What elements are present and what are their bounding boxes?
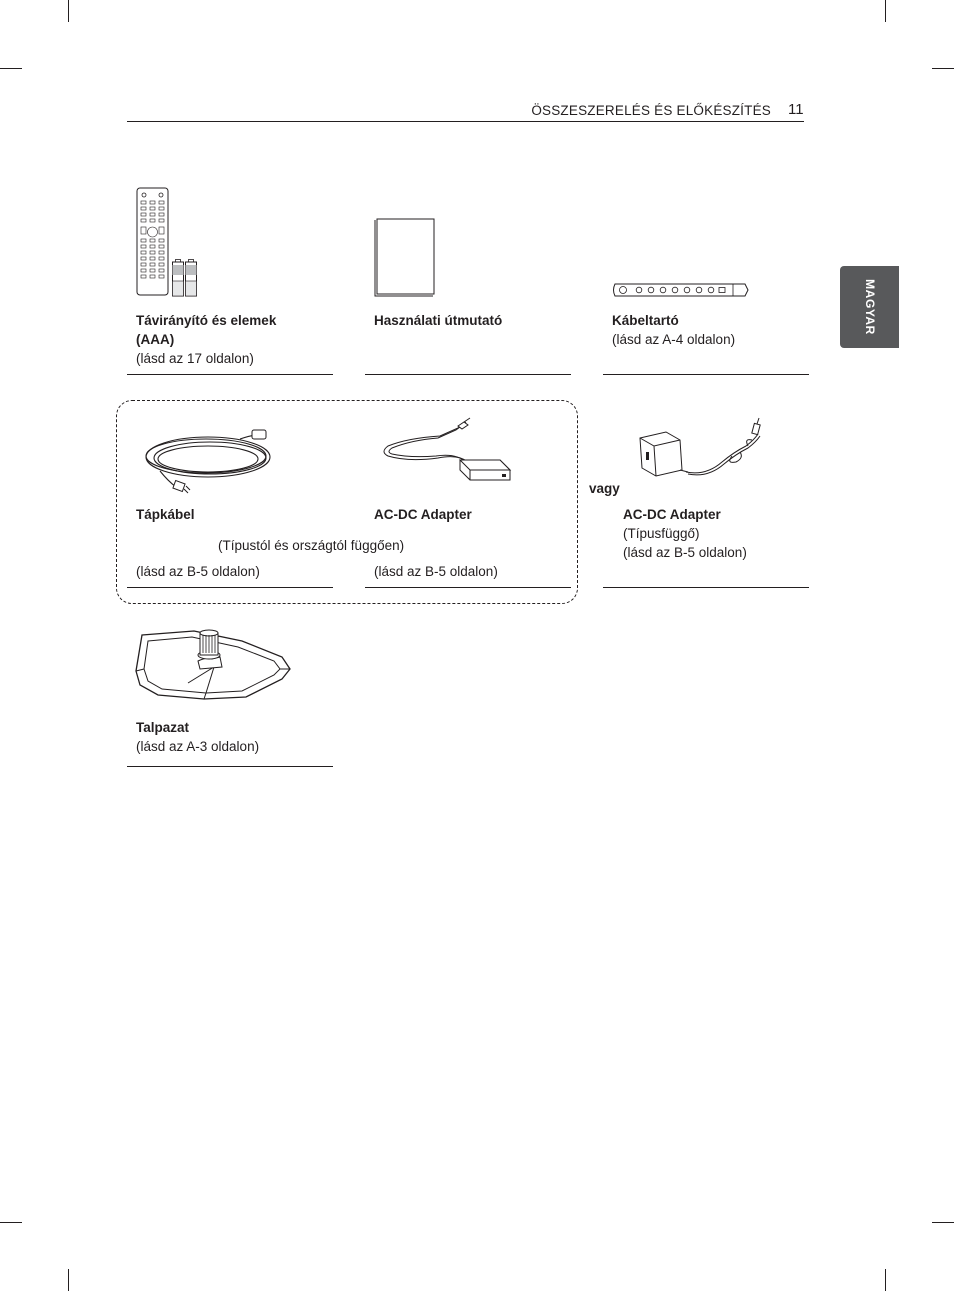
manual-title: Használati útmutató xyxy=(374,313,503,328)
cable-holder-title: Kábeltartó xyxy=(612,313,679,328)
crop-mark xyxy=(932,1222,954,1223)
item-rule xyxy=(365,374,571,375)
item-rule xyxy=(127,374,333,375)
cable-holder-ref: (lásd az A-4 oldalon) xyxy=(612,332,736,347)
manual-book-icon xyxy=(373,218,437,298)
crop-mark xyxy=(0,1222,22,1223)
section-title: ÖSSZESZERELÉS ÉS ELŐKÉSZÍTÉS xyxy=(531,103,771,118)
crop-mark xyxy=(68,1269,69,1291)
language-tab-label: MAGYAR xyxy=(862,279,877,335)
item-rule xyxy=(127,766,333,767)
crop-mark xyxy=(0,68,22,69)
or-label: vagy xyxy=(589,481,620,496)
crop-mark xyxy=(885,0,886,22)
remote-title-aaa: (AAA) xyxy=(136,332,175,347)
power-cord-icon xyxy=(140,425,280,495)
stand-title: Talpazat xyxy=(136,720,190,735)
cable-holder-icon xyxy=(611,282,751,298)
adapter1-ref: (lásd az B-5 oldalon) xyxy=(374,564,498,579)
ac-dc-adapter-wall-icon xyxy=(636,418,766,480)
remote-ref: (lásd az 17 oldalon) xyxy=(136,351,254,366)
remote-control-icon xyxy=(136,187,170,297)
adapter2-note: (Típusfüggő) xyxy=(623,526,700,541)
crop-mark xyxy=(68,0,69,22)
item-rule xyxy=(127,587,333,588)
ac-dc-adapter-brick-icon xyxy=(378,418,514,492)
header-rule xyxy=(127,121,804,122)
remote-title: Távirányító és elemek xyxy=(136,313,277,328)
power-cord-ref: (lásd az B-5 oldalon) xyxy=(136,564,260,579)
crop-mark xyxy=(885,1269,886,1291)
power-cord-title: Tápkábel xyxy=(136,507,195,522)
battery-icon xyxy=(185,259,197,297)
adapter2-ref: (lásd az B-5 oldalon) xyxy=(623,545,747,560)
item-rule xyxy=(603,374,809,375)
item-rule xyxy=(365,587,571,588)
stand-ref: (lásd az A-3 oldalon) xyxy=(136,739,260,754)
group-note: (Típustól és országtól függően) xyxy=(218,538,405,553)
adapter2-title: AC-DC Adapter xyxy=(623,507,721,522)
language-tab xyxy=(840,266,899,348)
item-rule xyxy=(603,587,809,588)
crop-mark xyxy=(932,68,954,69)
adapter1-title: AC-DC Adapter xyxy=(374,507,472,522)
battery-icon xyxy=(172,259,184,297)
stand-base-icon xyxy=(134,627,294,703)
page-number: 11 xyxy=(788,101,804,118)
